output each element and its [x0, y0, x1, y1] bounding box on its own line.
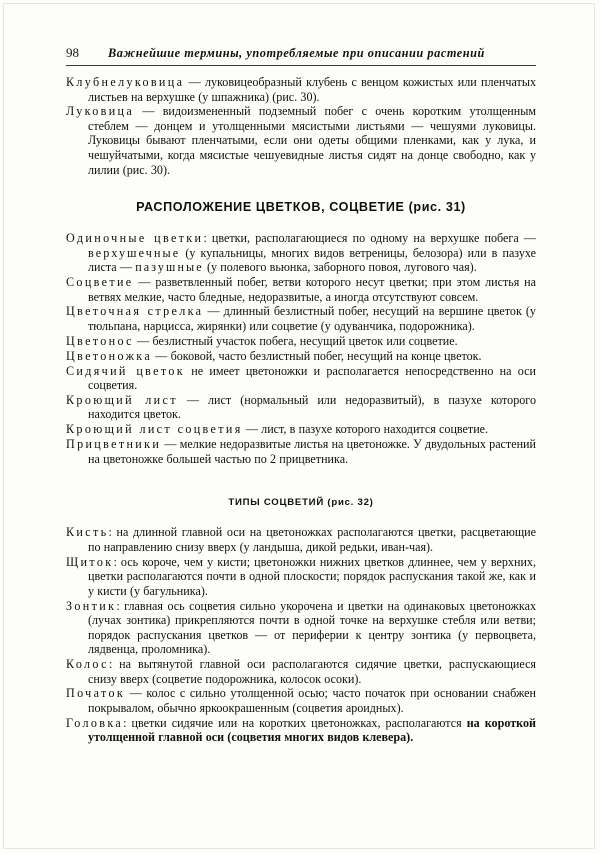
- term-headword: Цветонос: [66, 333, 134, 348]
- term-headword: Цветоножка: [66, 348, 153, 363]
- term-headword: Кроющий лист: [66, 392, 178, 407]
- term-definition: — безлистный участок побега, несущий цветок или соцветие.: [133, 333, 458, 348]
- term-definition: — луковицеобразный клубень с венцом кожистых или пленчатых листьев на верхушке (у шпажника) (рис. 30).: [88, 75, 536, 104]
- term-definition: : главная ось соцветия сильно укорочена и цветки на одинаковых цветоножках (лучах зонтика) прикрепляются почти в одной точке на верхушке стебля или ветви; порядок распускания цветков — от периферии к центру зонтика (у первоцвета, лядвенца, проломника).: [88, 598, 536, 657]
- definition-entry: [66, 334, 536, 349]
- term-headword: Початок: [66, 686, 126, 701]
- term-definition: : ось короче, чем у кисти; цветоножки нижних цветков длиннее, чем у верхних, цветки располагаются почти в одной плоскости; порядок распускания такой же, как и у кисти (у багульника).: [88, 554, 536, 598]
- term-inline-emphasis: пазушные: [135, 260, 204, 275]
- definition-block-inflorescence-types: [66, 525, 536, 745]
- term-headword: Сидячий цветок: [66, 363, 185, 378]
- definition-entry: [66, 75, 536, 104]
- term-definition: : цветки, располагающиеся по одному на верхушке побега —: [203, 231, 536, 246]
- definition-entry: [66, 599, 536, 657]
- term-definition-cont: (у полевого вьюнка, заборного повоя, лугового чая).: [203, 260, 477, 275]
- page-content: [66, 45, 536, 745]
- term-definition: — разветвленный побег, ветви которого несут цветки; при этом листья на ветвях мелкие, часто бледные, недоразвитые, а иногда отсутствуют совсем.: [88, 275, 536, 304]
- running-title: Важнейшие термины, употребляемые при описании растений: [108, 46, 485, 60]
- term-headword: Цветочная стрелка: [66, 304, 204, 319]
- definition-block-intro: [66, 75, 536, 177]
- term-definition-bold-tail: на короткой утолщенной главной оси (соцветия многих видов клевера).: [88, 715, 536, 745]
- term-definition: : цветки сидячие или на коротких цветоножках, располагаются: [123, 715, 467, 730]
- definition-entry: [66, 393, 536, 422]
- term-definition: не имеет цветоножки и располагается непосредственно на оси соцветия.: [88, 363, 536, 393]
- term-definition: — длинный безлистный побег, несущий на вершине цветок (у тюльпана, нарцисса, жирянки) или соцветие (у одуванчика, подорожника).: [88, 304, 536, 333]
- term-definition: : на вытянутой главной оси располагаются сидячие цветки, распускающиеся снизу вверх (соцветие подорожника, колосок осоки).: [88, 657, 536, 686]
- term-headword: Прицветники: [66, 437, 162, 452]
- term-headword: Клубнелуковица: [66, 75, 185, 89]
- definition-entry: [66, 525, 536, 554]
- term-headword: Зонтик: [66, 598, 117, 613]
- term-definition: — лист (нормальный или недоразвитый), в пазухе которого находится цветок.: [88, 392, 536, 422]
- definition-entry: [66, 231, 536, 275]
- definition-entry: [66, 555, 536, 599]
- header-rule: [66, 65, 536, 66]
- term-headword: Кисть: [66, 525, 109, 540]
- definition-entry: [66, 422, 536, 437]
- section-heading-flower-arrangement: РАСПОЛОЖЕНИЕ ЦВЕТКОВ, СОЦВЕТИЕ (рис. 31): [136, 200, 466, 215]
- term-headword: Соцветие: [66, 275, 134, 290]
- term-headword: Луковица: [66, 104, 135, 119]
- definition-entry: [66, 349, 536, 364]
- running-head: [66, 45, 536, 61]
- term-definition-cont: (у купальницы, многих видов ветреницы, белозора) или в пазухе листа —: [88, 245, 536, 275]
- term-definition: — лист, в пазухе которого находится соцветие.: [242, 422, 489, 437]
- term-headword: Щиток: [66, 554, 114, 569]
- definition-entry: [66, 657, 536, 686]
- term-definition: — мелкие недоразвитые листья на цветоножке. У двудольных растений на цветоножке большей частью по 2 прицветника.: [88, 437, 536, 466]
- definition-entry: [66, 437, 536, 466]
- term-definition: — боковой, часто безлистный побег, несущий на конце цветок.: [152, 348, 482, 363]
- definition-entry: [66, 275, 536, 304]
- definition-entry: [66, 304, 536, 333]
- term-headword: Одиночные цветки: [66, 231, 204, 246]
- definition-block-flower-arrangement: [66, 231, 536, 466]
- term-headword: Кроющий лист соцветия: [66, 422, 243, 437]
- definition-entry: [66, 104, 536, 177]
- section-heading-inflorescence-types: ТИПЫ СОЦВЕТИЙ (рис. 32): [228, 497, 374, 509]
- definition-entry: [66, 716, 536, 745]
- term-inline-emphasis: верхушечные: [88, 245, 181, 260]
- term-definition: — видоизмененный подземный побег с очень коротким утолщенным стеблем — донцем и утолщенными мясистыми листьями — чешуями луковицы. Луковицы бывают пленчатыми, если они одеты общими пленками, как у лука, и чешуйчатыми, когда мясистые чешуевидные листья сидят на донце свободно, как у лилии (рис. 30).: [88, 104, 536, 177]
- term-definition: — колос с сильно утолщенной осью; часто початок при основании снабжен покрывалом, обычно яркоокрашенным (соцветия ароидных).: [88, 686, 536, 715]
- definition-entry: [66, 686, 536, 715]
- page-number: 98: [66, 45, 79, 60]
- term-headword: Колос: [66, 657, 109, 672]
- term-definition: : на длинной главной оси на цветоножках располагаются цветки, расцветающие по направлению снизу вверх (у ландыша, дикой редьки, иван-чая).: [88, 525, 536, 554]
- term-headword: Головка: [66, 715, 124, 730]
- definition-entry: [66, 364, 536, 393]
